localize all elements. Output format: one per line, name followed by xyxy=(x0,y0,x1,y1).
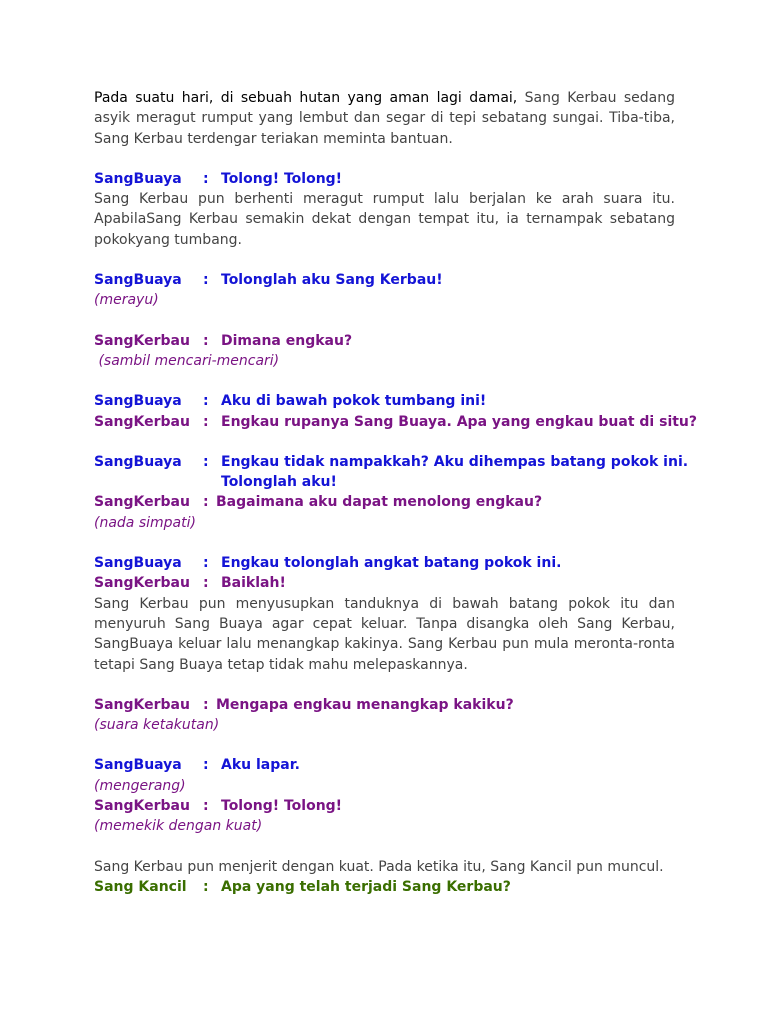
colon: : xyxy=(203,413,209,430)
document-page xyxy=(94,88,698,897)
colon: : xyxy=(203,170,209,187)
intro-rest: Sang Kerbau sedang asyik meragut rumput yang lembut dan segar di tepi sebatang sungai. Tiba-tiba, Sang Kerbau terdengar teriakan meminta bantuan. xyxy=(94,90,675,147)
colon: : xyxy=(203,393,209,410)
speaker-name: SangBuaya xyxy=(94,272,182,289)
dialogue-line xyxy=(94,270,675,290)
colon: : xyxy=(203,878,209,895)
stage-note: (memekik dengan kuat) xyxy=(94,818,263,835)
dialogue-line xyxy=(94,169,675,189)
colon: : xyxy=(203,332,209,349)
stage-note: (sambil mencari-mencari) xyxy=(94,352,280,369)
narration-paragraph: Sang Kerbau pun menjerit dengan kuat. Pada ketika itu, Sang Kancil pun muncul. xyxy=(94,858,664,875)
narration-paragraph: Sang Kerbau pun berhenti meragut rumput lalu berjalan ke arah suara itu. ApabilaSang Kerbau semakin dekat dengan tempat itu, ia ternampak sebatang pokokyang tumbang. xyxy=(94,191,675,248)
speaker-name: SangBuaya xyxy=(94,170,182,187)
stage-note: (nada simpati) xyxy=(94,514,196,531)
speaker-name: SangKerbau xyxy=(94,575,190,592)
colon: : xyxy=(203,494,209,511)
speaker-name: SangBuaya xyxy=(94,453,182,470)
colon: : xyxy=(203,575,209,592)
speaker-name: SangBuaya xyxy=(94,555,182,572)
dialogue-line xyxy=(94,877,675,897)
speaker-name: Sang Kancil xyxy=(94,878,187,895)
colon: : xyxy=(203,555,209,572)
dialogue-line xyxy=(94,331,675,351)
speaker-name: SangKerbau xyxy=(94,696,190,713)
dialogue-text: Aku di bawah pokok tumbang ini! xyxy=(221,393,487,410)
dialogue-line xyxy=(94,695,675,715)
dialogue-line xyxy=(94,796,675,816)
dialogue-line xyxy=(94,452,689,472)
colon: : xyxy=(203,696,209,713)
dialogue-line xyxy=(94,492,675,512)
dialogue-text: Engkau rupanya Sang Buaya. Apa yang engkau buat di situ? xyxy=(221,413,698,430)
intro-lead: Pada suatu hari, di sebuah hutan yang aman lagi damai, xyxy=(94,90,525,106)
dialogue-text: Engkau tolonglah angkat batang pokok ini. xyxy=(221,555,562,572)
dialogue-text: Engkau tidak nampakkah? Aku dihempas batang pokok ini. xyxy=(221,453,689,470)
speaker-name: SangBuaya xyxy=(94,393,182,410)
dialogue-text: Bagaimana aku dapat menolong engkau? xyxy=(216,494,543,511)
speaker-name: SangKerbau xyxy=(94,413,190,430)
stage-note: (suara ketakutan) xyxy=(94,717,220,734)
stage-note: (merayu) xyxy=(94,292,159,309)
dialogue-text: Dimana engkau? xyxy=(221,332,353,349)
dialogue-text: Baiklah! xyxy=(221,575,286,592)
dialogue-line xyxy=(94,391,675,411)
colon: : xyxy=(203,757,209,774)
dialogue-text: Tolonglah aku Sang Kerbau! xyxy=(221,272,443,289)
speaker-name: SangKerbau xyxy=(94,332,190,349)
speaker-name: SangKerbau xyxy=(94,798,190,815)
dialogue-text: Aku lapar. xyxy=(221,757,300,774)
stage-note: (mengerang) xyxy=(94,777,186,794)
dialogue-text: Tolong! Tolong! xyxy=(221,170,343,187)
dialogue-line xyxy=(94,553,675,573)
intro-paragraph xyxy=(94,88,675,149)
speaker-name: SangKerbau xyxy=(94,494,190,511)
dialogue-line xyxy=(94,412,698,432)
speaker-name: SangBuaya xyxy=(94,757,182,774)
dialogue-continuation: Tolonglah aku! xyxy=(221,474,337,491)
dialogue-text: Tolong! Tolong! xyxy=(221,798,343,815)
narration-paragraph: Sang Kerbau pun menyusupkan tanduknya di bawah batang pokok itu dan menyuruh Sang Buaya agar cepat keluar. Tanpa disangka oleh Sang Kerbau, SangBuaya keluar lalu menangkap kakinya. Sang Kerbau pun mula meronta-ronta tetapi Sang Buaya tetap tidak mahu melepaskannya. xyxy=(94,595,675,673)
colon: : xyxy=(203,798,209,815)
dialogue-line xyxy=(94,755,675,775)
colon: : xyxy=(203,272,209,289)
colon: : xyxy=(203,453,209,470)
dialogue-text: Apa yang telah terjadi Sang Kerbau? xyxy=(221,878,511,895)
dialogue-text: Mengapa engkau menangkap kakiku? xyxy=(216,696,514,713)
dialogue-line xyxy=(94,573,675,593)
